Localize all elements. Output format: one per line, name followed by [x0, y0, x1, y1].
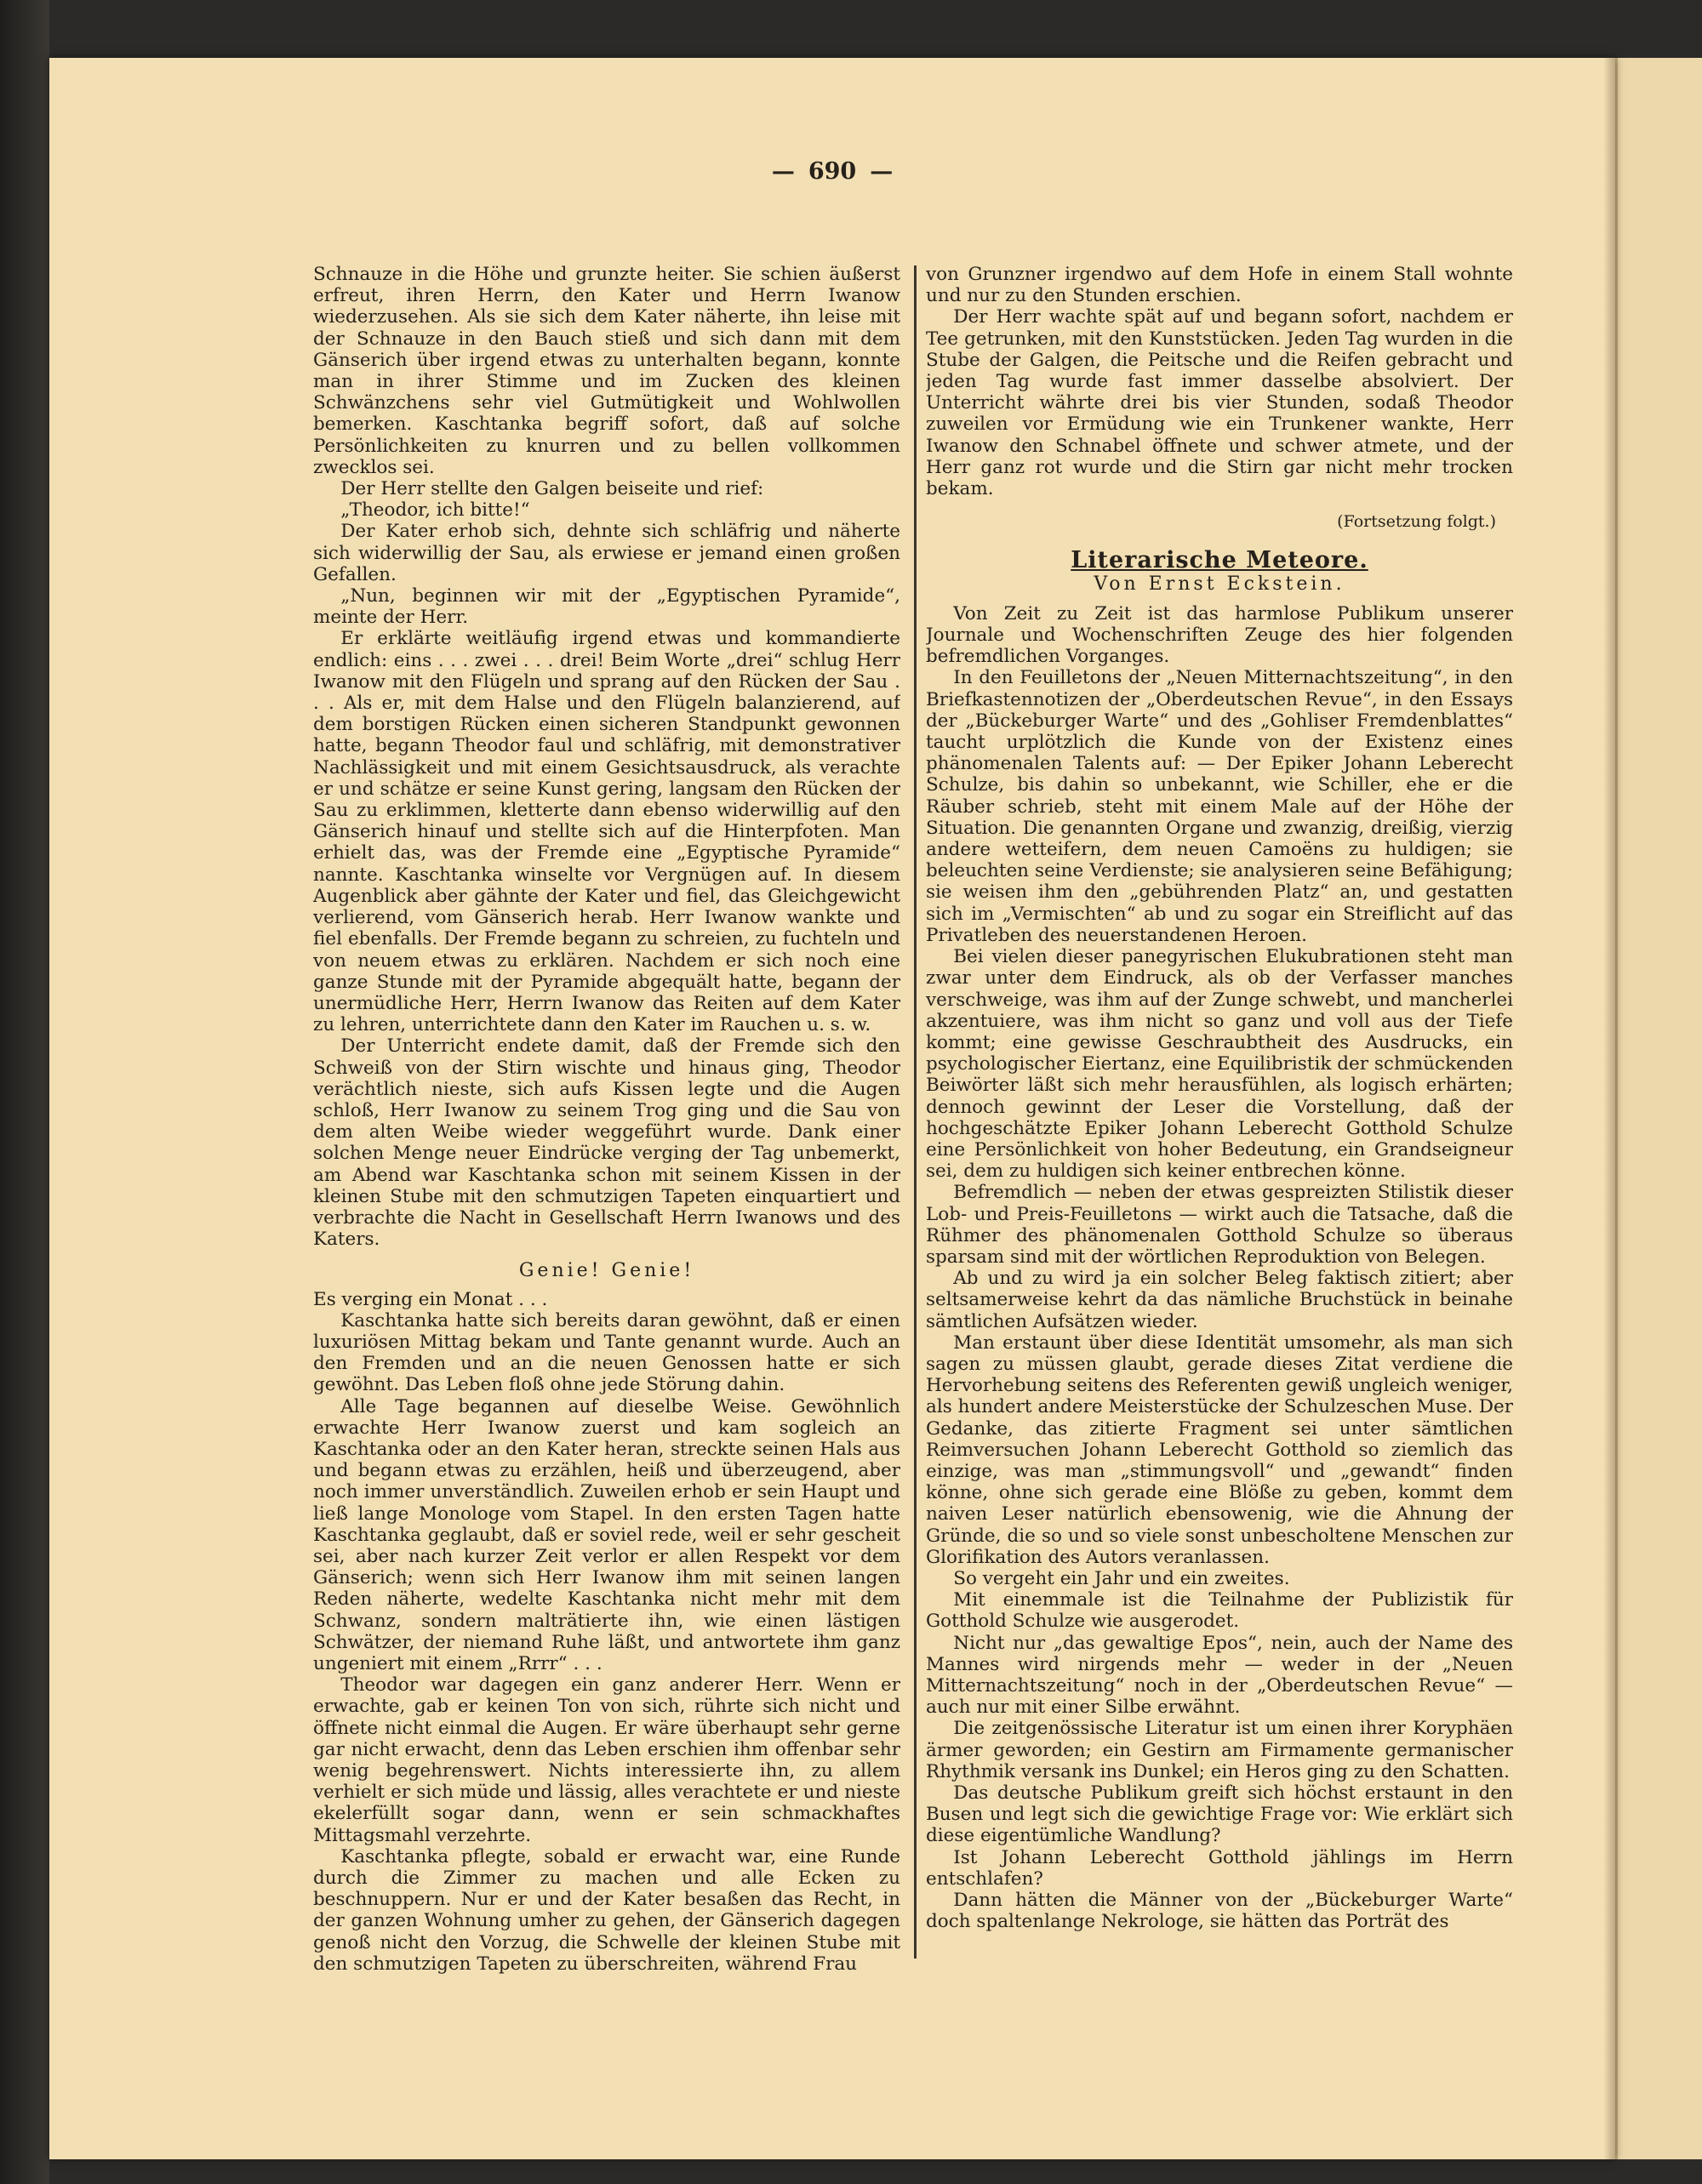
paragraph: Ab und zu wird ja ein solcher Beleg faktisch zitiert; aber seltsamerweise kehrt da das nämliche Bruchstück in beinahe sämtlichen Aufsätzen wieder. [926, 1268, 1513, 1332]
article-paragraphs [926, 603, 1513, 1933]
paragraph: Theodor war dagegen ein ganz anderer Herr. Wenn er erwachte, gab er keinen Ton von sich, rührte sich nicht und öffnete nicht einmal die Augen. Er wäre überhaupt sehr gerne gar nicht erwacht, denn das Leben erschien ihm offenbar sehr wenig begehrenswert. Nichts interessierte ihn, zu allem verhielt er sich müde und lässig, alles verachtete er und nieste ekelerfüllt sogar dann, wenn er sein schmackhaftes Mittagsmahl verzehrte. [313, 1674, 900, 1846]
paragraph: Bei vielen dieser panegyrischen Elukubrationen steht man zwar unter dem Eindruck, als ob der Verfasser manches verschweige, was ihm auf der Zunge schwebt, und mancherlei akzentuiere, was ihm nicht so ganz und voll aus der Tiefe kommt; eine gewisse Geschraubtheit des Ausdrucks, ein psychologischer Eiertanz, eine Equilibristik der schmückenden Beiwörter läßt sich mehr herausfühlen, als logisch erhärten; dennoch gewinnt der Leser die Vorstellung, daß der hochgeschätzte Epiker Johann Leberecht Gotthold Schulze eine Persönlichkeit von hoher Bedeutung, ein Grandseigneur sei, dem zu huldigen sich keiner entbrechen könne. [926, 946, 1513, 1183]
paragraph: Ist Johann Leberecht Gotthold jählings im Herrn entschlafen? [926, 1846, 1513, 1890]
paragraph: Der Herr stellte den Galgen beiseite und rief: [340, 478, 764, 500]
paragraph: Mit einemmale ist die Teilnahme der Publizistik für Gotthold Schulze wie ausgerodet. [926, 1589, 1513, 1633]
paragraph: Schnauze in die Höhe und grunzte heiter. Sie schien äußerst erfreut, ihren Herrn, den Kater und Herrn Iwanow wiederzusehen. Als sie sich dem Kater näherte, ihn leise mit der Schnauze in den Bauch stieß und sich dann mit dem Gänserich über irgend etwas zu unterhalten begann, konnte man in ihrer Stimme und im Zucken des kleinen Schwänzchens sehr viel Gutmütigkeit und Wohlwollen bemerken. Kaschtanka begriff sofort, daß auf solche Persönlichkeiten zu knurren und zu bellen vollkommen zwecklos sei. [313, 264, 900, 478]
continued-note: (Fortsetzung folgt.) [1337, 512, 1496, 532]
article-title: Literarische Meteore. [1071, 547, 1368, 574]
paragraph: Die zeitgenössische Literatur ist um einen ihrer Koryphäen ärmer geworden; ein Gestirn am Firmamente germanischer Rhythmik versank ins Dunkel; ein Heros ging zu den Schatten. [926, 1718, 1513, 1782]
scan-background [0, 0, 49, 2184]
paragraph: Man erstaunt über diese Identität umsomehr, als man sich sagen zu müssen glaubt, gerade dieses Zitat verdiene die Hervorhebung seitens des Referenten gewiß ungleich weniger, als hundert andere Meisterstücke der Schulzeschen Muse. Der Gedanke, das zitierte Fragment sei unter sämtlichen Reimversuchen Johann Leberecht Gotthold so ziemlich das einzige, was man „stimmungsvoll“ und „gewandt“ finden könne, ohne sich gerade eine Blöße zu geben, kommt dem naiven Leser natürlich ebensowenig, wie die Ahnung der Gründe, die so und so viele sonst unbescholtene Menschen zur Glorifikation des Autors veranlassen. [926, 1331, 1513, 1568]
column-divider [914, 265, 917, 1959]
paragraph: von Grunzner irgendwo auf dem Hofe in einem Stall wohnte und nur zu den Stunden erschien. [926, 264, 1513, 307]
right-column [926, 264, 1513, 2016]
paragraph: So vergeht ein Jahr und ein zweites. [953, 1567, 1290, 1589]
paragraph: Der Unterricht endete damit, daß der Fremde sich den Schweiß von der Stirn wischte und hinaus ging, Theodor verächtlich nieste, sich aufs Kissen legte und die Augen schloß, Herr Iwanow zu seinem Trog ging und die Sau von dem alten Weibe wieder weggeführt wurde. Dank einer solchen Menge neuer Eindrücke verging der Tag unbemerkt, am Abend war Kaschtanka schon mit seinem Kissen in der kleinen Stube mit den schmutzigen Tapeten einquartiert und verbrachte die Nacht in Gesellschaft Herrn Iwanows und des Katers. [313, 1035, 900, 1251]
left-column [313, 264, 900, 2016]
paragraph: Er erklärte weitläufig irgend etwas und kommandierte endlich: eins . . . zwei . . . drei! Beim Worte „drei“ schlug Herr Iwanow mit den Flügeln und sprang auf den Rücken der Sau . . . Als er, mit dem Halse und den Flügeln balanzierend, auf dem borstigen Rücken einen sicheren Standpunkt gewonnen hatte, begann Theodor faul und schläfrig, mit demonstrativer Nachlässigkeit und mit einem Gesichtsausdruck, als verachte er und schätze er seine Kunst gering, langsam den Rücken der Sau zu erklimmen, kletterte dann ebenso widerwillig auf den Gänserich hinauf und stellte sich auf die Hinterpfoten. Man erhielt das, was der Fremde eine „Egyptische Pyramide“ nannte. Kaschtanka winselte vor Vergnügen auf. In diesem Augenblick aber gähnte der Kater und fiel, das Gleichgewicht verlierend, vom Gänserich herab. Herr Iwanow wankte und fiel ebenfalls. Der Fremde begann zu schreien, zu fuchteln und von neuem etwas zu erklären. Nachdem er sich noch eine ganze Stunde mit der Pyramide abgequält hatte, begann der unermüdliche Herr, Herrn Iwanow das Reiten auf dem Kater zu lehren, unterrichtete dann den Kater im Rauchen u. s. w. [313, 628, 900, 1036]
paragraph: Dann hätten die Männer von der „Bückeburger Warte“ doch spaltenlange Nekrologe, sie hätten das Porträt des [926, 1890, 1513, 1933]
paragraph: Kaschtanka hatte sich bereits daran gewöhnt, daß er einen luxuriösen Mittag bekam und Tante genannt wurde. Auch an den Fremden und an die neuen Genossen hatte er sich gewöhnt. Das Leben floß ohne jede Störung dahin. [313, 1309, 900, 1396]
page-number: — 690 — [771, 158, 894, 185]
paragraph: Der Herr wachte spät auf und begann sofort, nachdem er Tee getrunken, mit den Kunststücken. Jeden Tag wurden in die Stube der Galgen, die Peitsche und die Reifen gebracht und jeden Tag wurde fast immer dasselbe absolviert. Der Unterricht währte drei bis vier Stunden, sodaß Theodor zuweilen vor Ermüdung wie ein Trunkener wankte, Herr Iwanow den Schnabel öffnete und schwer atmete, und der Herr ganz rot wurde und die Stirn gar nicht mehr trocken bekam. [926, 306, 1513, 500]
paragraph: In den Feuilletons der „Neuen Mitternachtszeitung“, in den Briefkastennotizen der „Oberdeutschen Revue“, in den Essays der „Bückeburger Warte“ und des „Gohliser Fremdenblattes“ taucht urplötzlich die Kunde von der Existenz eines phänomenalen Talents auf: — Der Epiker Johann Leberecht Schulze, bis dahin so unbekannt, wie Schiller, ehe er die Räuber schrieb, steht mit einem Male auf der Höhe der Situation. Die genannten Organe und zwanzig, dreißig, vierzig andere wetteifern, dem neuen Camoëns zu huldigen; sie beleuchten seine Verdienste; sie analysieren seine Befähigung; sie weisen ihm den „gebührenden Platz“ an, und gestatten sich im „Vermischten“ ab und zu sogar ein Streiflicht auf das Privatleben des neuerstandenen Heroen. [926, 667, 1513, 946]
paragraph: Das deutsche Publikum greift sich höchst erstaunt in den Busen und legt sich die gewichtige Frage vor: Wie erklärt sich diese eigentümliche Wandlung? [926, 1782, 1513, 1847]
paragraph: Befremdlich — neben der etwas gespreizten Stilistik dieser Lob- und Preis-Feuilletons — wirkt auch die Tatsache, daß die Rühmer des phänomenalen Gotthold Schulze so überaus sparsam sind mit der wörtlichen Reproduktion von Belegen. [926, 1182, 1513, 1268]
paragraph: Es verging ein Monat . . . [313, 1288, 548, 1310]
paragraph: Kaschtanka pflegte, sobald er erwacht war, eine Runde durch die Zimmer zu machen und alle Ecken zu beschnuppern. Nur er und der Kater besaßen das Recht, in der ganzen Wohnung umher zu gehen, der Gänserich dagegen genoß nicht den Vorzug, die Schwelle der kleinen Stube mit den schmutzigen Tapeten zu überschreiten, während Frau [313, 1845, 900, 1975]
section-heading: Genie! Genie! [518, 1260, 695, 1282]
article-author: Von Ernst Eckstein. [1094, 573, 1345, 595]
paragraph: Von Zeit zu Zeit ist das harmlose Publikum unserer Journale und Wochenschriften Zeuge des hier folgenden befremdlichen Vorganges. [926, 602, 1513, 668]
left-column-paragraphs-continued [313, 1289, 900, 1976]
paragraph: Alle Tage begannen auf dieselbe Weise. Gewöhnlich erwachte Herr Iwanow zuerst und kam sogleich an Kaschtanka oder an den Kater heran, streckte seinen Hals aus und begann etwas zu erzählen, heiß und überzeugend, aber noch immer unverständlich. Zuweilen erhob er sein Haupt und ließ lange Monologe vom Stapel. In den ersten Tagen hatte Kaschtanka geglaubt, daß er soviel rede, weil er sehr gescheit sei, aber nach kurzer Zeit verlor er allen Respekt vor dem Gänserich; wenn sich Herr Iwanow ihm mit seinen langen Reden näherte, wedelte Kaschtanka nicht mehr mit dem Schwanz, sondern malträtierte ihn, wie einen lästigen Schwätzer, der niemand Ruhe läßt, und antwortete ihm ganz ungeniert mit einem „Rrrr“ . . . [313, 1395, 900, 1674]
right-column-paragraphs [926, 264, 1513, 499]
left-column-paragraphs [313, 264, 900, 1250]
adjacent-page-edge [1615, 58, 1702, 2159]
paragraph: Der Kater erhob sich, dehnte sich schläfrig und näherte sich widerwillig der Sau, als erwiese er jemand einen großen Gefallen. [313, 521, 900, 585]
newspaper-page [49, 58, 1615, 2159]
paragraph: Nicht nur „das gewaltige Epos“, nein, auch der Name des Mannes wird nirgends mehr — weder in der „Neuen Mitternachtszeitung“ noch in der „Oberdeutschen Revue“ — auch nur mit einer Silbe erwähnt. [926, 1632, 1513, 1719]
paragraph: „Nun, beginnen wir mit der „Egyptischen Pyramide“, meinte der Herr. [313, 585, 900, 629]
paragraph: „Theodor, ich bitte!“ [340, 499, 530, 522]
